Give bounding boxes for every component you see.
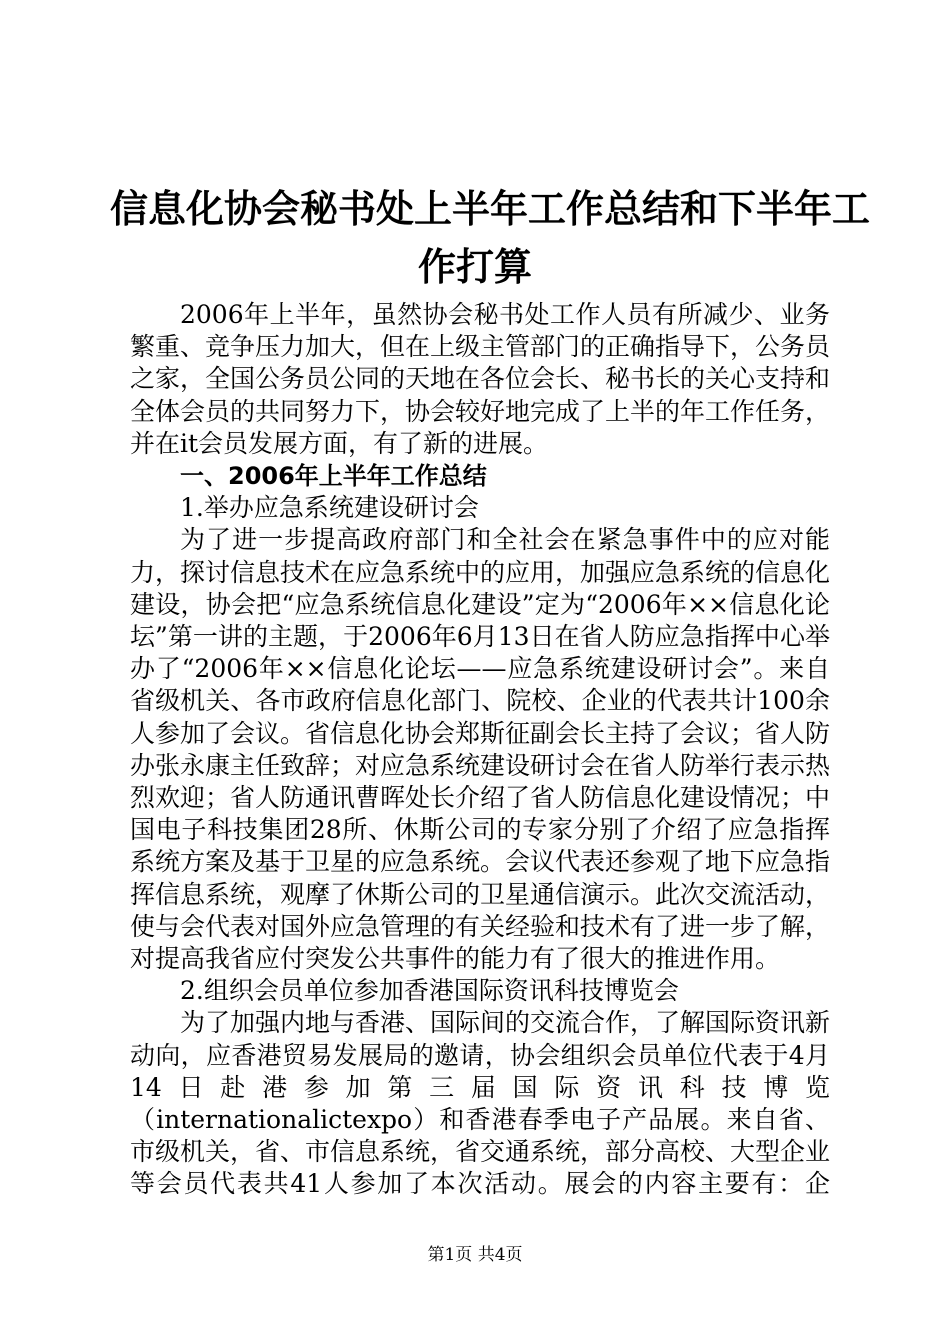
section-heading: 一、2006年上半年工作总结 [180, 462, 487, 491]
document-title-line-1: 信息化协会秘书处上半年工作总结和下半年工 [110, 187, 871, 231]
document-body [130, 299, 830, 1201]
body-paragraph-2: 为了加强内地与香港、国际间的交流合作，了解国际资讯新动向，应香港贸易发展局的邀请，协会组织会员单位代表于4月14日赴港参加第三届国际资讯科技博览（internationalictexpo）和香港春季电子产品展。来自省、市级机关，省、市信息系统，省交通系统，部分高校、大型企业等会员代表共41人参加了本次活动。展会的内容主要有：企 [130, 1008, 831, 1199]
subsection-heading-2: 2.组织会员单位参加香港国际资讯科技博览会 [180, 976, 679, 1006]
page-footer: 第1页 共4页 [427, 1245, 523, 1265]
intro-paragraph: 2006年上半年，虽然协会秘书处工作人员有所减少、业务繁重、竞争压力加大，但在上级主管部门的正确指导下，公务员之家，全国公务员公同的天地在各位会长、秘书长的关心支持和全体会员的共同努力下，协会较好地完成了上半的年工作任务，并在it会员发展方面，有了新的进展。 [130, 300, 831, 458]
subsection-heading-1: 1.举办应急系统建设研讨会 [180, 493, 479, 523]
document-title-line-2: 作打算 [417, 245, 532, 289]
body-paragraph-1: 为了进一步提高政府部门和全社会在紧急事件中的应对能力，探讨信息技术在应急系统中的应用，加强应急系统的信息化建设，协会把“应急系统信息化建设”定为“2006年××信息化论坛”第一讲的主题，于2006年6月13日在省人防应急指挥中心举办了“2006年××信息化论坛——应急系统建设研讨会”。来自省级机关、各市政府信息化部门、院校、企业的代表共计100余人参加了会议。省信息化协会郑斯征副会长主持了会议；省人防办张永康主任致辞；对应急系统建设研讨会在省人防举行表示热烈欢迎；省人防通讯曹晖处长介绍了省人防信息化建设情况；中国电子科技集团28所、休斯公司的专家分别了介绍了应急指挥系统方案及基于卫星的应急系统。会议代表还参观了地下应急指挥信息系统，观摩了休斯公司的卫星通信演示。此次交流活动，使与会代表对国外应急管理的有关经验和技术有了进一步了解，对提高我省应付突发公共事件的能力有了很大的推进作用。 [130, 525, 831, 974]
